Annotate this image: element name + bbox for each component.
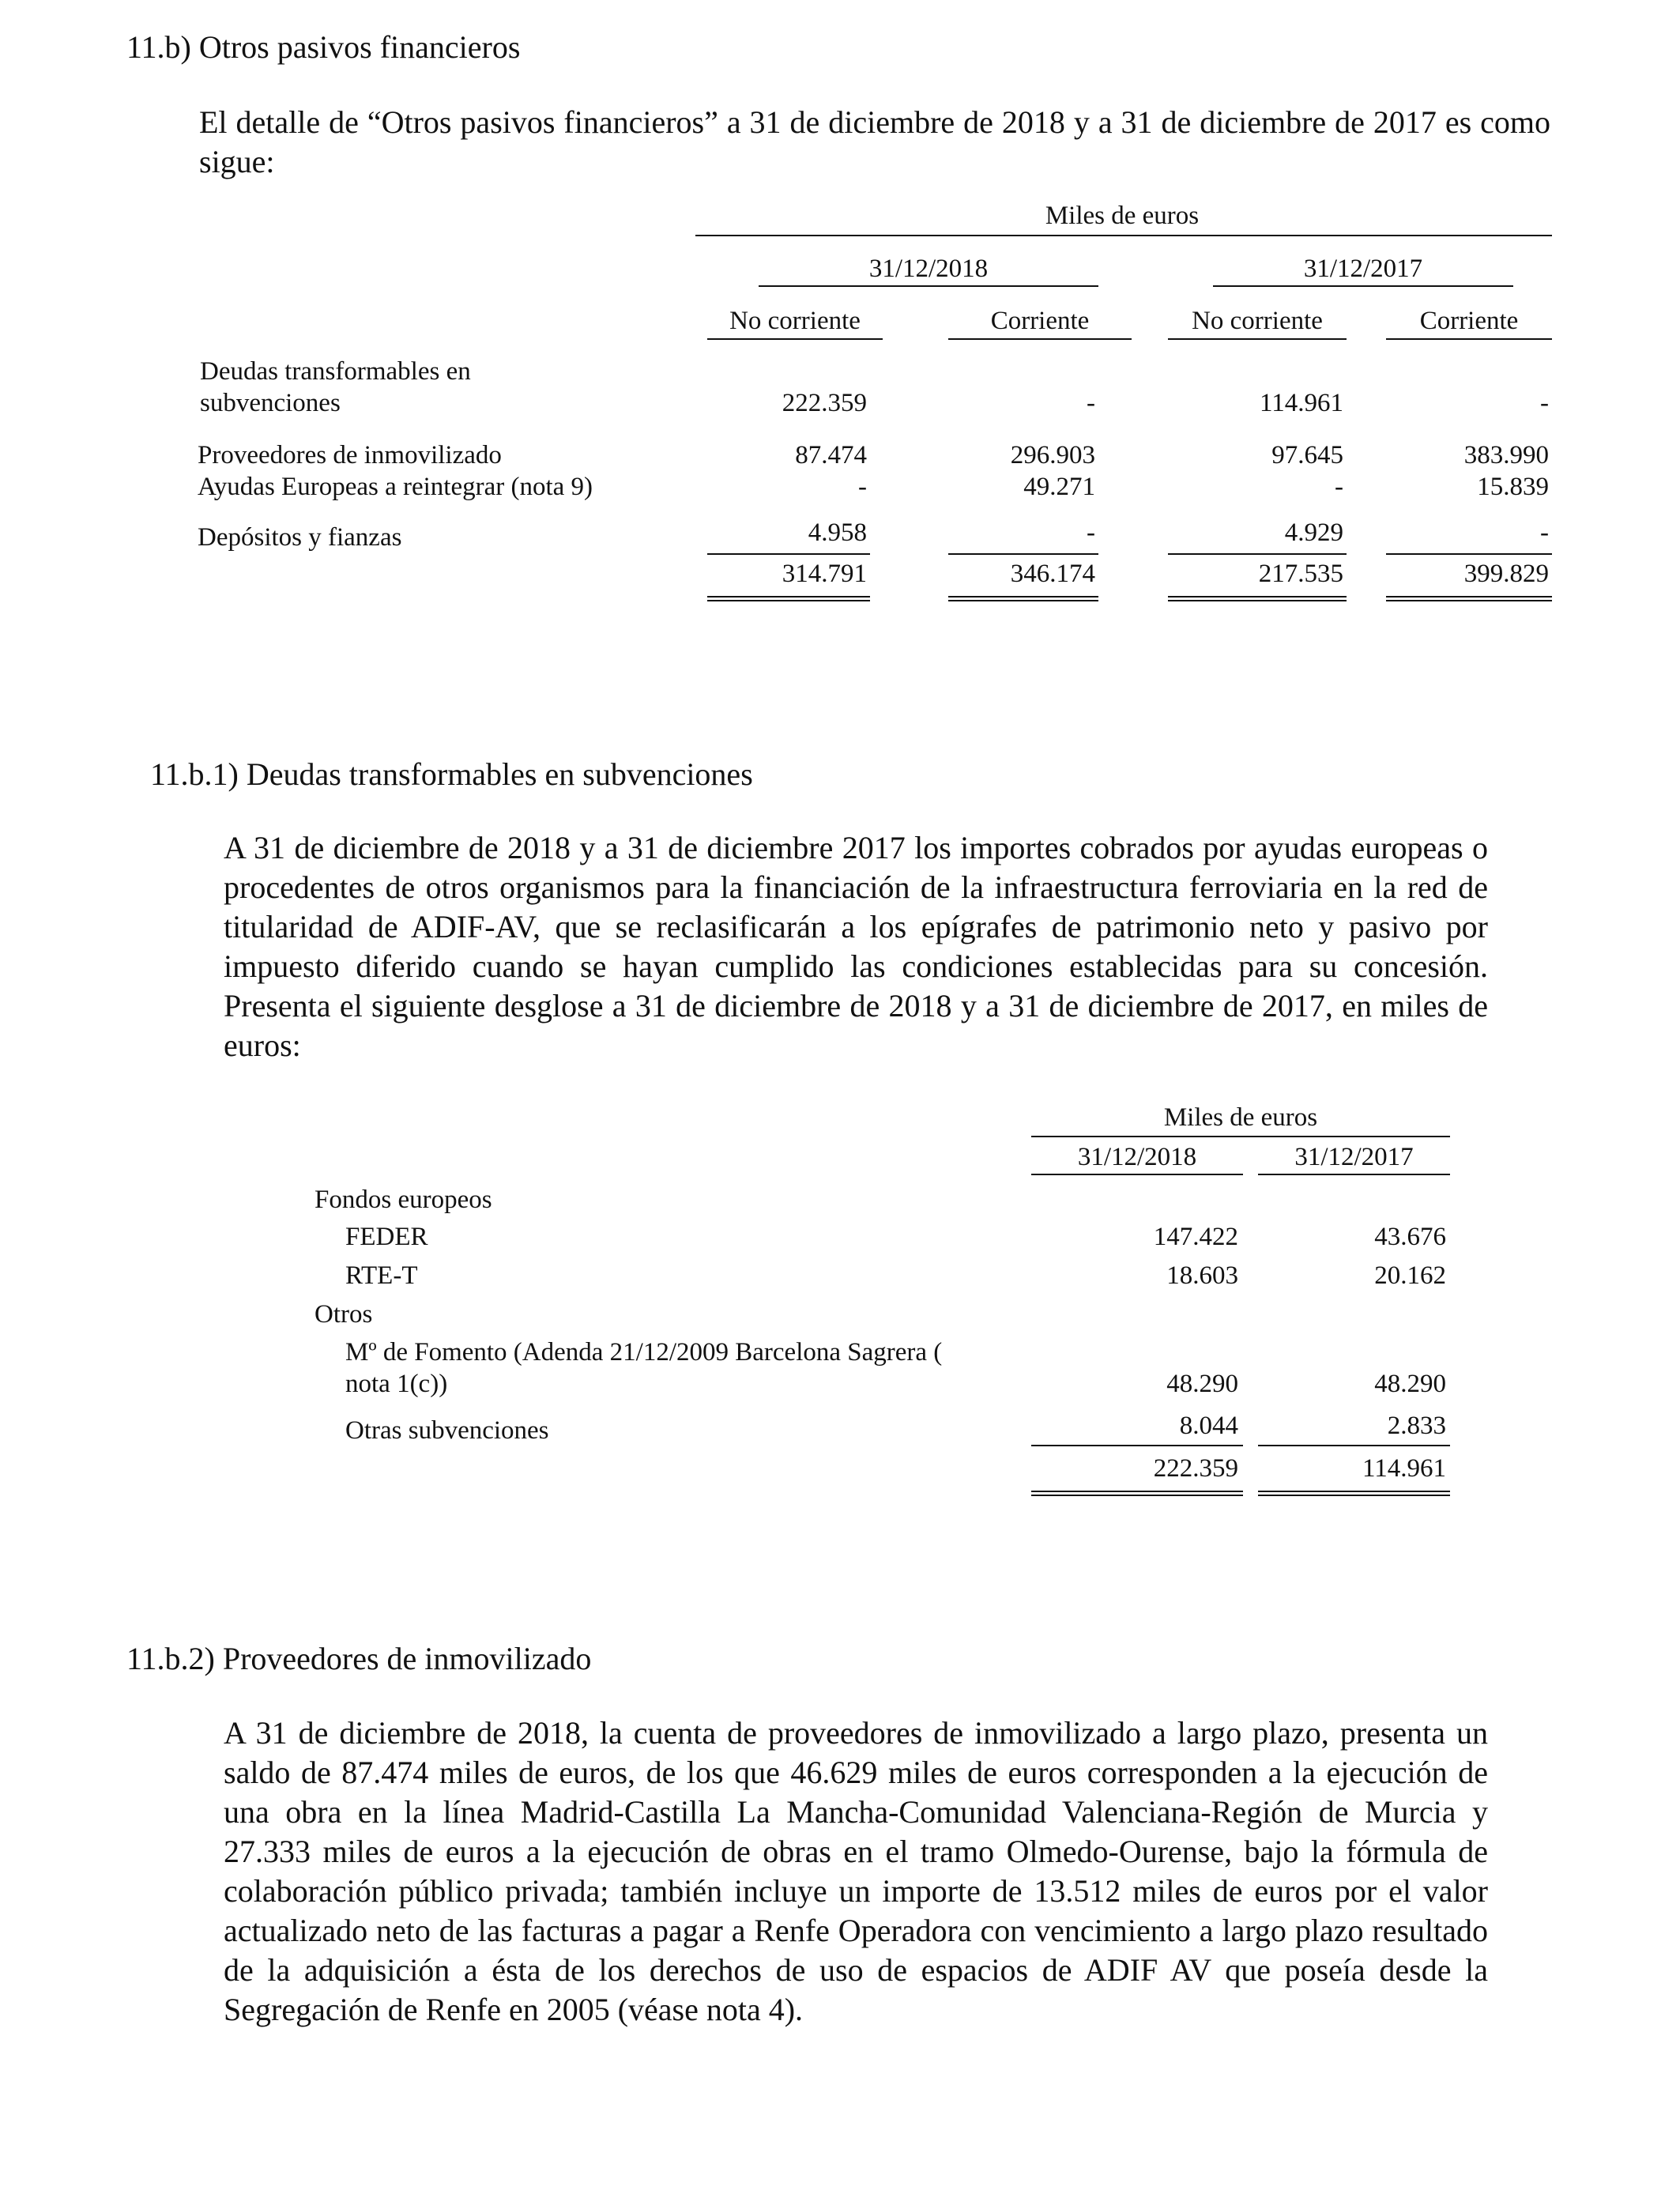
group-label: Fondos europeos	[315, 1186, 492, 1214]
divider	[948, 553, 1098, 555]
group-label: Otros	[315, 1300, 373, 1329]
double-rule	[1258, 1491, 1450, 1496]
row-label: RTE-T	[345, 1261, 418, 1290]
section-b1-heading: 11.b.1) Deudas transformables en subvenciones	[150, 756, 753, 792]
cell-value: 48.290	[1374, 1370, 1446, 1398]
section-b-heading: 11.b) Otros pasivos financieros	[126, 29, 521, 65]
cell-value: 383.990	[1463, 441, 1549, 469]
cell-value: 222.359	[782, 389, 867, 417]
row-label: FEDER	[345, 1223, 428, 1251]
total-value: 399.829	[1463, 560, 1549, 588]
section-b2-paragraph: A 31 de diciembre de 2018, la cuenta de proveedores de inmovilizado a largo plazo, presenta un saldo de 87.474 miles de euros, de los que 46.629 miles de euros corresponden a la ejecución de una obra en la línea Madrid-Castilla La Mancha-Comunidad Valenciana-Región de Murcia y 27.333 miles de euros a la ejecución de obras en el tramo Olmedo-Ourense, bajo la fórmula de colaboración público privada; también incluye un importe de 13.512 miles de euros por el valor actualizado neto de las facturas a pagar a Renfe Operadora con vencimiento a largo plazo resultado de la adquisición a ésta de los derechos de uso de espacios de ADIF AV que poseía desde la Segregación de Renfe en 2005 (véase nota 4).	[224, 1715, 1488, 2027]
cell-value: 296.903	[1010, 441, 1095, 469]
double-rule	[1386, 596, 1552, 601]
cell-value: -	[1335, 473, 1343, 501]
divider	[1168, 338, 1347, 340]
col-header: No corriente	[1192, 307, 1323, 335]
cell-value: 87.474	[795, 441, 867, 469]
cell-value: 114.961	[1259, 389, 1343, 417]
col-header: 31/12/2018	[1077, 1143, 1197, 1171]
double-rule	[707, 596, 870, 601]
col-header: Corriente	[1419, 307, 1519, 335]
cell-value: -	[1087, 518, 1095, 547]
row-label: Otras subvenciones	[345, 1416, 549, 1445]
divider	[707, 338, 883, 340]
period-header-2018: 31/12/2018	[868, 254, 989, 283]
total-value: 114.961	[1362, 1454, 1446, 1483]
row-label: nota 1(c))	[345, 1370, 448, 1398]
cell-value: 18.603	[1166, 1261, 1238, 1290]
section-b2-heading: 11.b.2) Proveedores de inmovilizado	[126, 1641, 592, 1676]
divider	[1258, 1174, 1450, 1175]
divider	[695, 235, 1552, 236]
divider	[948, 338, 1132, 340]
divider	[1213, 285, 1513, 287]
cell-value: 43.676	[1374, 1223, 1446, 1251]
row-label: Deudas transformables en	[200, 357, 471, 386]
table-unit-label: Miles de euros	[1163, 1103, 1318, 1132]
double-rule	[948, 596, 1098, 601]
total-value: 346.174	[1010, 560, 1095, 588]
double-rule	[1031, 1491, 1243, 1496]
col-header: 31/12/2017	[1294, 1143, 1414, 1171]
cell-value: 49.271	[1023, 473, 1095, 501]
total-value: 222.359	[1153, 1454, 1238, 1483]
divider	[1031, 1174, 1243, 1175]
divider	[1258, 1445, 1450, 1446]
row-label: Mº de Fomento (Adenda 21/12/2009 Barcelona Sagrera (	[345, 1338, 943, 1367]
divider	[1386, 553, 1552, 555]
divider	[1031, 1445, 1243, 1446]
col-header: Corriente	[990, 307, 1090, 335]
total-value: 314.791	[782, 560, 867, 588]
cell-value: 48.290	[1166, 1370, 1238, 1398]
divider	[1386, 338, 1552, 340]
col-header: No corriente	[729, 307, 861, 335]
table-unit-label: Miles de euros	[1045, 202, 1200, 230]
cell-value: 4.958	[808, 518, 867, 547]
cell-value: 8.044	[1179, 1412, 1238, 1440]
cell-value: 20.162	[1374, 1261, 1446, 1290]
total-value: 217.535	[1258, 560, 1343, 588]
cell-value: -	[858, 473, 867, 501]
cell-value: 4.929	[1284, 518, 1343, 547]
divider	[1031, 1136, 1450, 1137]
cell-value: 15.839	[1477, 473, 1549, 501]
row-label: Proveedores de inmovilizado	[198, 441, 502, 469]
cell-value: -	[1540, 389, 1549, 417]
cell-value: 97.645	[1271, 441, 1343, 469]
section-b1-paragraph: A 31 de diciembre de 2018 y a 31 de diciembre 2017 los importes cobrados por ayudas europeas o procedentes de otros organismos para la financiación de la infraestructura ferroviaria en la red de titularidad de ADIF-AV, que se reclasificarán a los epígrafes de patrimonio neto y pasivo por impuesto diferido cuando se hayan cumplido las condiciones establecidas para su concesión. Presenta el siguiente desglose a 31 de diciembre de 2018 y a 31 de diciembre de 2017, en miles de euros:	[224, 830, 1488, 1063]
row-label: Ayudas Europeas a reintegrar (nota 9)	[198, 473, 593, 501]
section-b-intro: El detalle de “Otros pasivos financieros” a 31 de diciembre de 2018 y a 31 de diciembre de 2017 es como sigue:	[199, 104, 1550, 179]
divider	[1168, 553, 1347, 555]
cell-value: 2.833	[1387, 1412, 1446, 1440]
row-label: Depósitos y fianzas	[198, 523, 402, 552]
cell-value: -	[1087, 389, 1095, 417]
cell-value: 147.422	[1153, 1223, 1238, 1251]
divider	[759, 285, 1098, 287]
row-label: subvenciones	[200, 389, 341, 417]
period-header-2017: 31/12/2017	[1303, 254, 1423, 283]
cell-value: -	[1540, 518, 1549, 547]
divider	[707, 553, 870, 555]
double-rule	[1168, 596, 1347, 601]
